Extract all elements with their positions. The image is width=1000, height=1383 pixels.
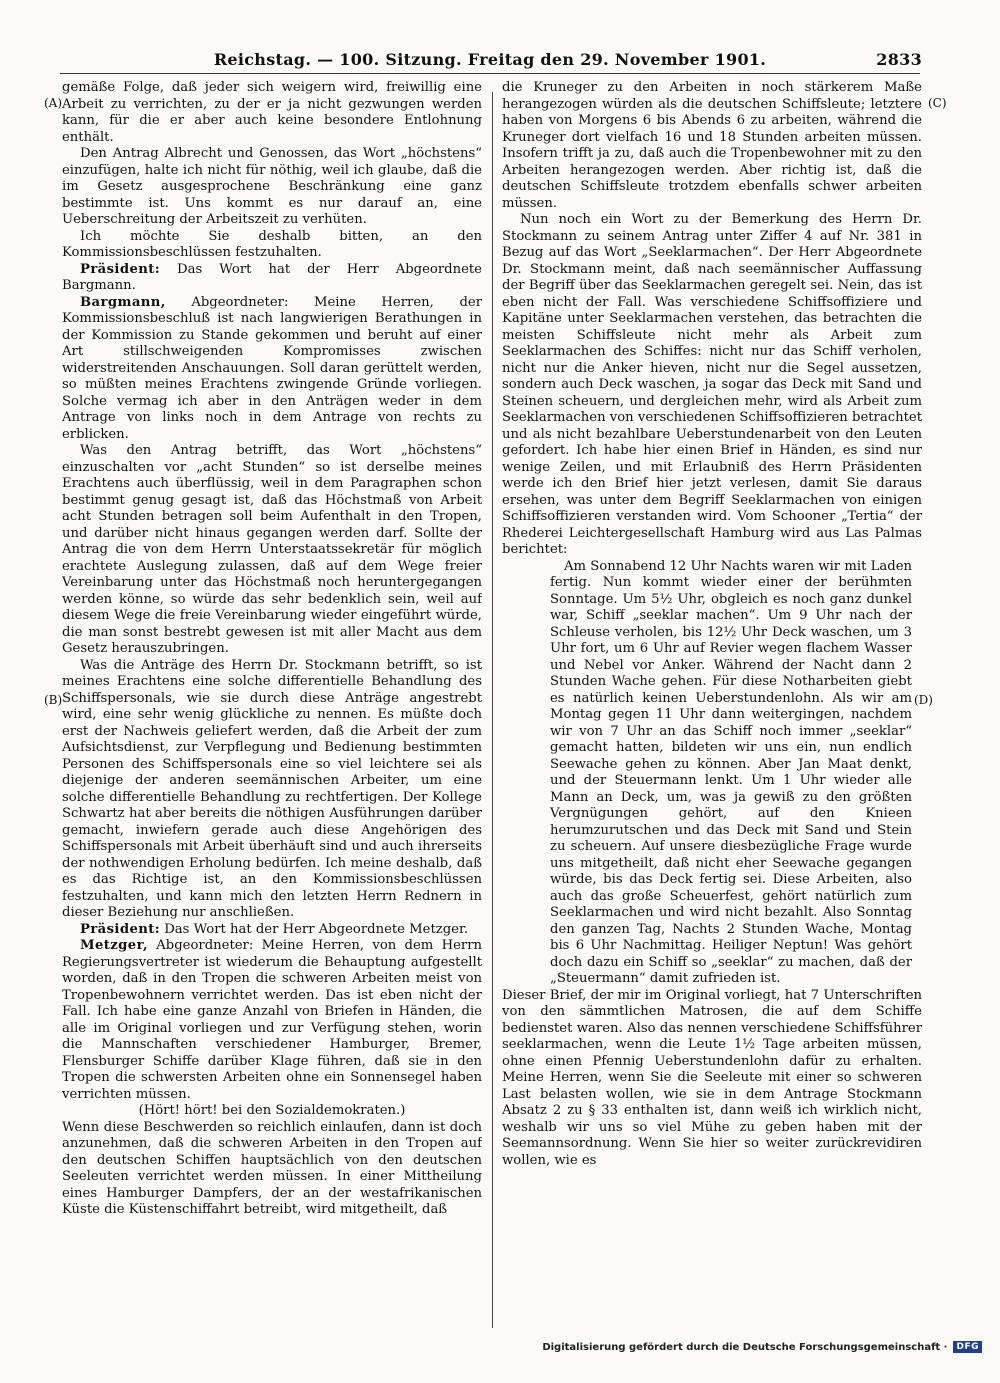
right-column [502,80,922,1310]
paragraph-continued: Dieser Brief, der mir im Original vorliegt, hat 7 Unterschriften von den sämmtlichen Matrosen, die auf dem Schiffe bedienstet waren. Also das nennen verschiedene Schiffsführer seeklarmachen, wenn die Leute 1½ Tage arbeiten müssen, ohne einen Pfennig Ueberstundenlohn dafür zu erhalten. Meine Herren, wenn Sie die Seeleute mit einer so schweren Last belasten wollen, wie sie in dem Antrage Stockmann Absatz 2 zu § 33 enthalten ist, dann weiß ich wirklich nicht, weshalb wir uns so viel Mühe zu geben haben mit der Seemannsordnung. Wenn Sie hier so weiter zurückrevidiren wollen, wie es [502,987,922,1168]
margin-marker-c: (C) [928,96,947,110]
paragraph: Nun noch ein Wort zu der Bemerkung des Herrn Dr. Stockmann zu seinem Antrag unter Ziffer 4 auf Nr. 381 in Bezug auf das Wort „Seeklarmachen“. Der Herr Abgeordnete Dr. Stockmann meint, daß nach seemännischer Auffassung der Begriff über das Seeklarmachen geregelt sei. Nein, das ist eben nicht der Fall. Was verschiedene Schiffsoffiziere und Kapitäne unter Seeklarmachen verstehen, das betrachten die meisten Schiffsleute nicht mehr als Arbeit zum Seeklarmachen des Schiffes: nicht nur das Schiff verholen, nicht nur die Anker hieven, nicht nur die Segel aussetzen, sondern auch Deck waschen, ja sogar das Deck mit Sand und Steinen scheuern, und dergleichen mehr, wird als Arbeit zum Seeklarmachen von verschiedenen Schiffsoffizieren betrachtet und als nicht bezahlbare Ueberstundenarbeit von den Leuten gefordert. Ich habe hier einen Brief in Händen, es sind nur wenige Zeilen, und mit Erlaubniß des Herrn Präsidenten werde ich den Brief hier jetzt verlesen, damit Sie daraus ersehen, was unter dem Begriff Seeklarmachen von einigen Schiffsoffizieren verstanden wird. Vom Schooner „Tertia“ der Rhederei Leichtergesellschaft Hamburg wird aus Las Palmas berichtet: [502,212,922,557]
dfg-logo: DFG [953,1341,982,1353]
speech-paragraph [62,295,482,444]
speech-paragraph [62,922,482,939]
speech-text: Das Wort hat der Herr Abgeordnete Metzger. [160,921,469,937]
footer-credit [542,1341,982,1353]
column-divider [492,92,493,1328]
interjection: (Hört! hört! bei den Sozialdemokraten.) [138,1103,406,1118]
speech-text: Abgeordneter: Meine Herren, der Kommissionsbeschluß ist nach langwierigen Berathungen in der Kommission zu Stande gekommen und beruht auf einer Art stillschweigenden Kompromisses zwischen widerstreitenden Anschauungen. Soll daran gerüttelt werden, so müßten meines Erachtens zwingende Gründe vorliegen. Solche vermag ich aber in den Anträgen weder in dem Antrage von links noch in dem Antrage von rechts zu erblicken. [62,294,482,442]
speaker-name: Metzger, [80,938,148,953]
margin-marker-b: (B) [44,693,63,707]
speech-text: Abgeordneter: Meine Herren, von dem Herrn Regierungsvertreter ist wiederum die Behauptung aufgestellt worden, daß in den Tropen die schweren Arbeiten meist von Tropenbewohnern verrichtet werden. Das ist eben nicht der Fall. Ich habe eine ganze Anzahl von Briefen in Händen, die alle im Original vorliegen und zur Verfügung stehen, worin die Mannschaften verschiedener Hamburger, Bremer, Flensburger Schiffe darüber Klage führen, daß sie in den Tropen die schwersten Arbeiten ohne ein Sonnensegel haben verrichten müssen. [62,938,482,1102]
header-rule [60,73,920,74]
paragraph-continued: gemäße Folge, daß jeder sich weigern wird, freiwillig eine Arbeit zu verrichten, zu der er ja nicht gezwungen werden kann, für die er aber auch keine besondere Entlohnung enthält. [62,80,482,145]
margin-marker-d: (D) [914,693,933,707]
page-number: 2833 [876,50,922,69]
speech-paragraph [62,262,482,295]
paragraph: Den Antrag Albrecht und Genossen, das Wort „höchstens“ einzufügen, halte ich nicht für nöthig, weil ich glaube, daß die im Gesetz ausgesprochene Beschränkung eine ganz bestimmte ist. Uns kommt es nur darauf an, eine Ueberschreitung der Arbeitszeit zu verhüten. [62,146,482,227]
speaker-name: Bargmann, [80,294,166,310]
paragraph-continued: Wenn diese Beschwerden so reichlich einlaufen, dann ist doch anzunehmen, daß die schweren Arbeiten in den Tropen auf den deutschen Schiffen hauptsächlich von den deutschen Seeleuten verrichtet werden müssen. In einer Mittheilung eines Hamburger Dampfers, der an der westafrikanischen Küste die Küstenschiffahrt betreibt, wird mitgetheilt, daß [62,1119,482,1217]
paragraph: Was die Anträge des Herrn Dr. Stockmann betrifft, so ist meines Erachtens eine solche differentielle Behandlung des Schiffspersonals, wie sie durch diese Anträge angestrebt wird, eine sehr wenig glückliche zu nennen. Es müßte doch erst der Nachweis geliefert werden, daß die Arbeit der zum Aufsichtsdienst, zur Verpflegung und Bedienung bestimmten Personen des Schiffspersonals eine so viel leichtere sei als diejenige der anderen seemännischen Arbeiter, um eine solche differentielle Behandlung zu rechtfertigen. Der Kollege Schwartz hat aber bereits die nöthigen Ausführungen darüber gemacht, inwiefern gerade auch diese Angehörigen des Schiffspersonals mit Arbeit überhäuft sind und auch ihrerseits der nothwendigen Erholung bedürfen. Ich meine deshalb, daß es das Richtige ist, an den Kommissionsbeschlüssen festzuhalten, und kann mich den letzten Herrn Rednern in dieser Beziehung nur anschließen. [62,657,482,920]
speech-paragraph [62,938,482,1103]
paragraph: Ich möchte Sie deshalb bitten, an den Kommissionsbeschlüssen festzuhalten. [62,228,482,260]
quoted-letter: Am Sonnabend 12 Uhr Nachts waren wir mit Laden fertig. Nun kommt wieder einer der berühmten Sonntage. Um 5½ Uhr, obgleich es noch ganz dunkel war, Schiff „seeklar machen“. Um 9 Uhr nach der Schleuse verholen, bis 12½ Uhr Deck waschen, um 3 Uhr fort, um 6 Uhr auf Revier wegen flachem Wasser und Nebel vor Anker. Während der Nacht dann 2 Stunden Wache gehen. Für diese Notharbeiten giebt es natürlich keinen Ueberstundenlohn. Als wir am Montag gegen 11 Uhr dann weitergingen, nachdem wir von 7 Uhr an das Schiff noch immer „seeklar“ gemacht hatten, bildeten wir uns ein, nun endlich Seewache gehen zu können. Aber Jan Maat denkt, und der Steuermann lenkt. Um 1 Uhr wieder alle Mann an Deck, um, was ja gewiß zu den größten Vergnügungen gehört, auf den Knieen herumzurutschen und das Deck mit Sand und Stein zu scheuern. Auf unsere diesbezügliche Frage wurde uns mitgetheilt, daß nicht eher Seewache gegangen würde, bis das Deck fertig sei. Diese Arbeiten, also auch das große Scheuerfest, gehört natürlich zum Seeklarmachen und wird nicht bezahlt. Also Sonntag den ganzen Tag, Nachts 2 Stunden Wache, Montag bis 6 Uhr Nachmittag. Heiliger Neptun! Was gehört doch dazu ein Schiff so „seeklar“ zu machen, daß der „Steuermann“ damit zufrieden ist. [550,558,912,986]
speaker-name: Präsident: [80,261,161,277]
running-title: Reichstag. — 100. Sitzung. Freitag den 29. November 1901. [213,50,767,69]
margin-marker-a: (A) [44,96,63,110]
footer-credit-text: Digitalisierung gefördert durch die Deutsche Forschungsgemeinschaft · [542,1341,948,1353]
speech-text: Das Wort hat der Herr Abgeordnete Bargmann. [62,261,482,293]
paragraph-continued: die Kruneger zu den Arbeiten in noch stärkerem Maße herangezogen würden als die deutschen Schiffsleute; letztere haben von Morgens 6 bis Abends 6 zu arbeiten, während die Kruneger dort vielfach 16 und 18 Stunden arbeiten müssen. Insofern trifft ja zu, daß auch die Tropenbewohner mit zu den Arbeiten herangezogen werden. Aber richtig ist, daß die deutschen Schiffsleute trotzdem ebenfalls schwer arbeiten müssen. [502,80,922,211]
page-header [60,46,920,74]
speaker-name: Präsident: [80,921,161,937]
paragraph: Was den Antrag betrifft, das Wort „höchstens“ einzuschalten vor „acht Stunden“ so ist derselbe meines Erachtens auch überflüssig, weil in dem Paragraphen schon bestimmt genug gesagt ist, daß das Höchstmaß von Arbeit acht Stunden betragen soll beim Aufenthalt in den Tropen, und darüber nicht hinaus gegangen werden darf. Sollte der Antrag die von dem Herrn Unterstaatssekretär für möglich erachtete Auslegung zulassen, daß auf dem Wege freier Vereinbarung unter das Höchstmaß noch heruntergegangen werden könne, so würde das sehr bedenklich sein, weil auf diesem Wege die freie Vereinbarung wieder eingeführt würde, die man sonst bestrebt gewesen ist mit aller Macht aus dem Gesetz herauszubringen. [62,443,482,656]
left-column [62,80,482,1310]
